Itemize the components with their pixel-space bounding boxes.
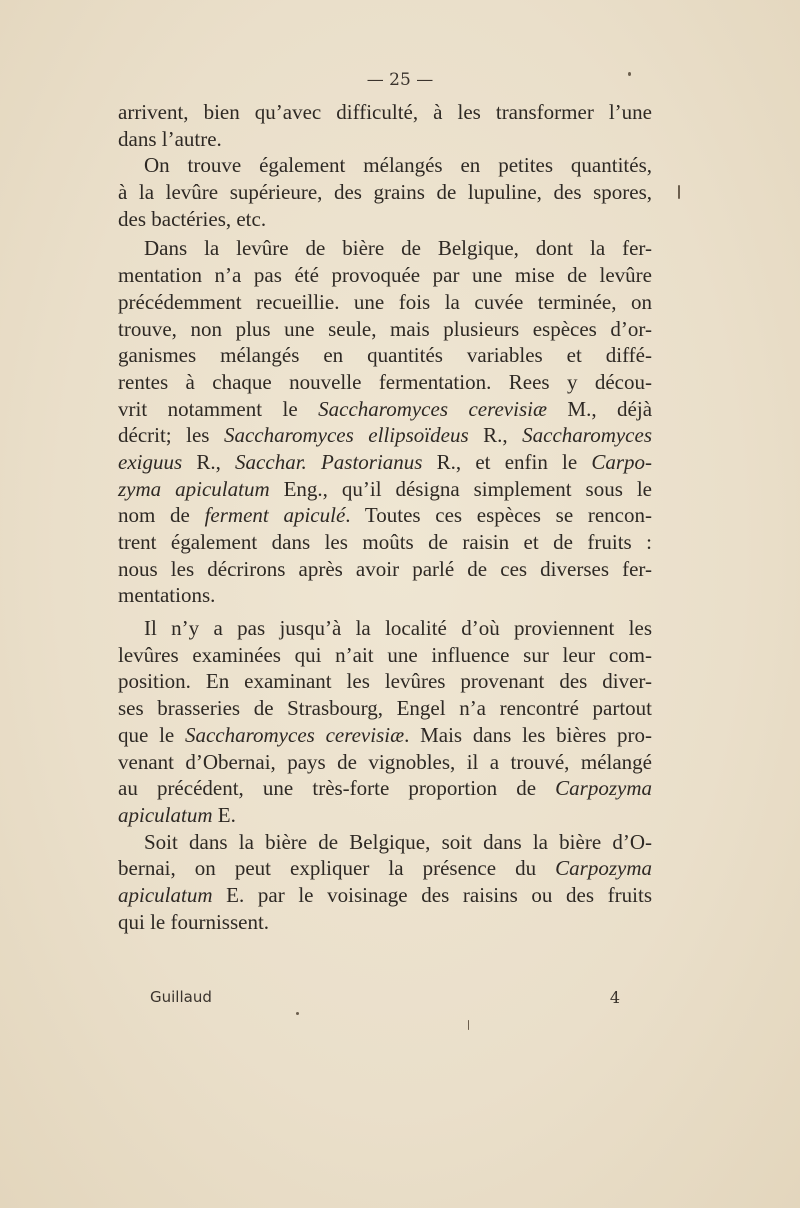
- text-fragment: Eng., qu’il désigna simplement sous le: [283, 476, 653, 501]
- text-fragment: E. par le voisinage des raisins ou des fruits: [226, 882, 653, 907]
- species-name: Sacchar. Pastorianus: [235, 449, 423, 474]
- paper-speck: [678, 185, 680, 199]
- species-name: ferment apiculé: [204, 503, 346, 528]
- species-name: apiculatum: [118, 802, 213, 827]
- text-line: [118, 802, 652, 829]
- species-name: Carpozyma: [555, 856, 652, 881]
- text-fragment: E.: [217, 802, 236, 827]
- sheet-number: 4: [609, 988, 620, 1007]
- text-line: ses brasseries de Strasbourg, Engel n’a rencontré partout: [118, 696, 652, 721]
- text-line: trent également dans les moûts de raisin et de fruits :: [118, 530, 652, 554]
- text-fragment: . Mais dans les bières pro-: [404, 722, 653, 747]
- text-line: rentes à chaque nouvelle fermentation. Rees y décou-: [118, 369, 652, 394]
- text-line: [118, 502, 652, 529]
- text-line: ganismes mélangés en quantités variables et diffé-: [118, 343, 652, 368]
- species-name: Carpo-: [591, 449, 653, 474]
- text-line: [118, 855, 652, 882]
- text-fragment: R.,: [483, 423, 508, 448]
- text-line: mentation n’a pas été provoquée par une mise de levûre: [118, 263, 652, 288]
- text-line: dans l’autre.: [118, 126, 222, 151]
- text-line: [118, 449, 652, 476]
- text-line: précédemment recueillie. une fois la cuvée terminée, on: [118, 289, 652, 314]
- text-line: [118, 722, 652, 749]
- text-line: venant d’Obernai, pays de vignobles, il a trouvé, mélangé: [118, 749, 652, 774]
- text-line: nous les décrirons après avoir parlé de ces diverses fer-: [118, 556, 652, 581]
- text-fragment: nom de: [118, 503, 190, 528]
- species-name: Saccharomyces cerevisiæ: [318, 396, 547, 421]
- species-name: zyma apiculatum: [118, 476, 270, 501]
- paper-speck: [628, 72, 631, 76]
- text-line: Soit dans la bière de Belgique, soit dans la bière d’O-: [144, 829, 652, 854]
- paper-speck: [296, 1012, 299, 1015]
- text-line: position. En examinant les levûres provenant des diver-: [118, 669, 652, 694]
- text-line: On trouve également mélangés en petites quantités,: [144, 153, 652, 178]
- paper-speck: [468, 1020, 469, 1030]
- species-name: Saccharomyces ellipsoïdeus: [223, 423, 469, 448]
- text-line: mentations.: [118, 583, 216, 608]
- species-name: Saccharomyces: [522, 423, 652, 448]
- text-line: qui le fournissent.: [118, 909, 270, 934]
- text-line: [118, 882, 652, 909]
- text-fragment: M., déjà: [567, 396, 653, 421]
- text-line: [118, 476, 652, 503]
- text-fragment: décrit; les: [118, 423, 210, 448]
- text-line: des bactéries, etc.: [118, 206, 267, 231]
- text-line: Dans la levûre de bière de Belgique, dont la fer-: [144, 236, 652, 261]
- species-name: Saccharomyces cerevisiæ: [184, 722, 405, 747]
- text-fragment: que le: [118, 722, 175, 747]
- text-line: arrivent, bien qu’avec difficulté, à les transformer l’une: [118, 100, 652, 124]
- text-fragment: bernai, on peut expliquer la présence du: [118, 856, 537, 881]
- text-line: trouve, non plus une seule, mais plusieurs espèces d’or-: [118, 316, 652, 341]
- text-line: [118, 422, 652, 449]
- species-name: exiguus: [118, 449, 183, 474]
- text-line: Il n’y a pas jusqu’à la localité d’où proviennent les: [144, 616, 652, 641]
- text-line: [118, 775, 652, 802]
- body-text: [118, 99, 652, 935]
- species-name: Carpozyma: [555, 776, 653, 801]
- printer-signature: Guillaud: [150, 988, 212, 1006]
- text-line: à la levûre supérieure, des grains de lupuline, des spores,: [118, 180, 652, 205]
- text-fragment: vrit notamment le: [118, 396, 298, 421]
- text-fragment: au précédent, une très-forte proportion de: [118, 776, 537, 801]
- page-number: — 25 —: [366, 70, 434, 90]
- text-fragment: R., et enfin le: [436, 449, 578, 474]
- text-fragment: . Toutes ces espèces se rencon-: [345, 503, 652, 528]
- text-fragment: R.,: [196, 449, 221, 474]
- species-name: apiculatum: [118, 882, 213, 907]
- text-line: levûres examinées qui n’ait une influence sur leur com-: [118, 642, 652, 667]
- text-line: [118, 396, 652, 423]
